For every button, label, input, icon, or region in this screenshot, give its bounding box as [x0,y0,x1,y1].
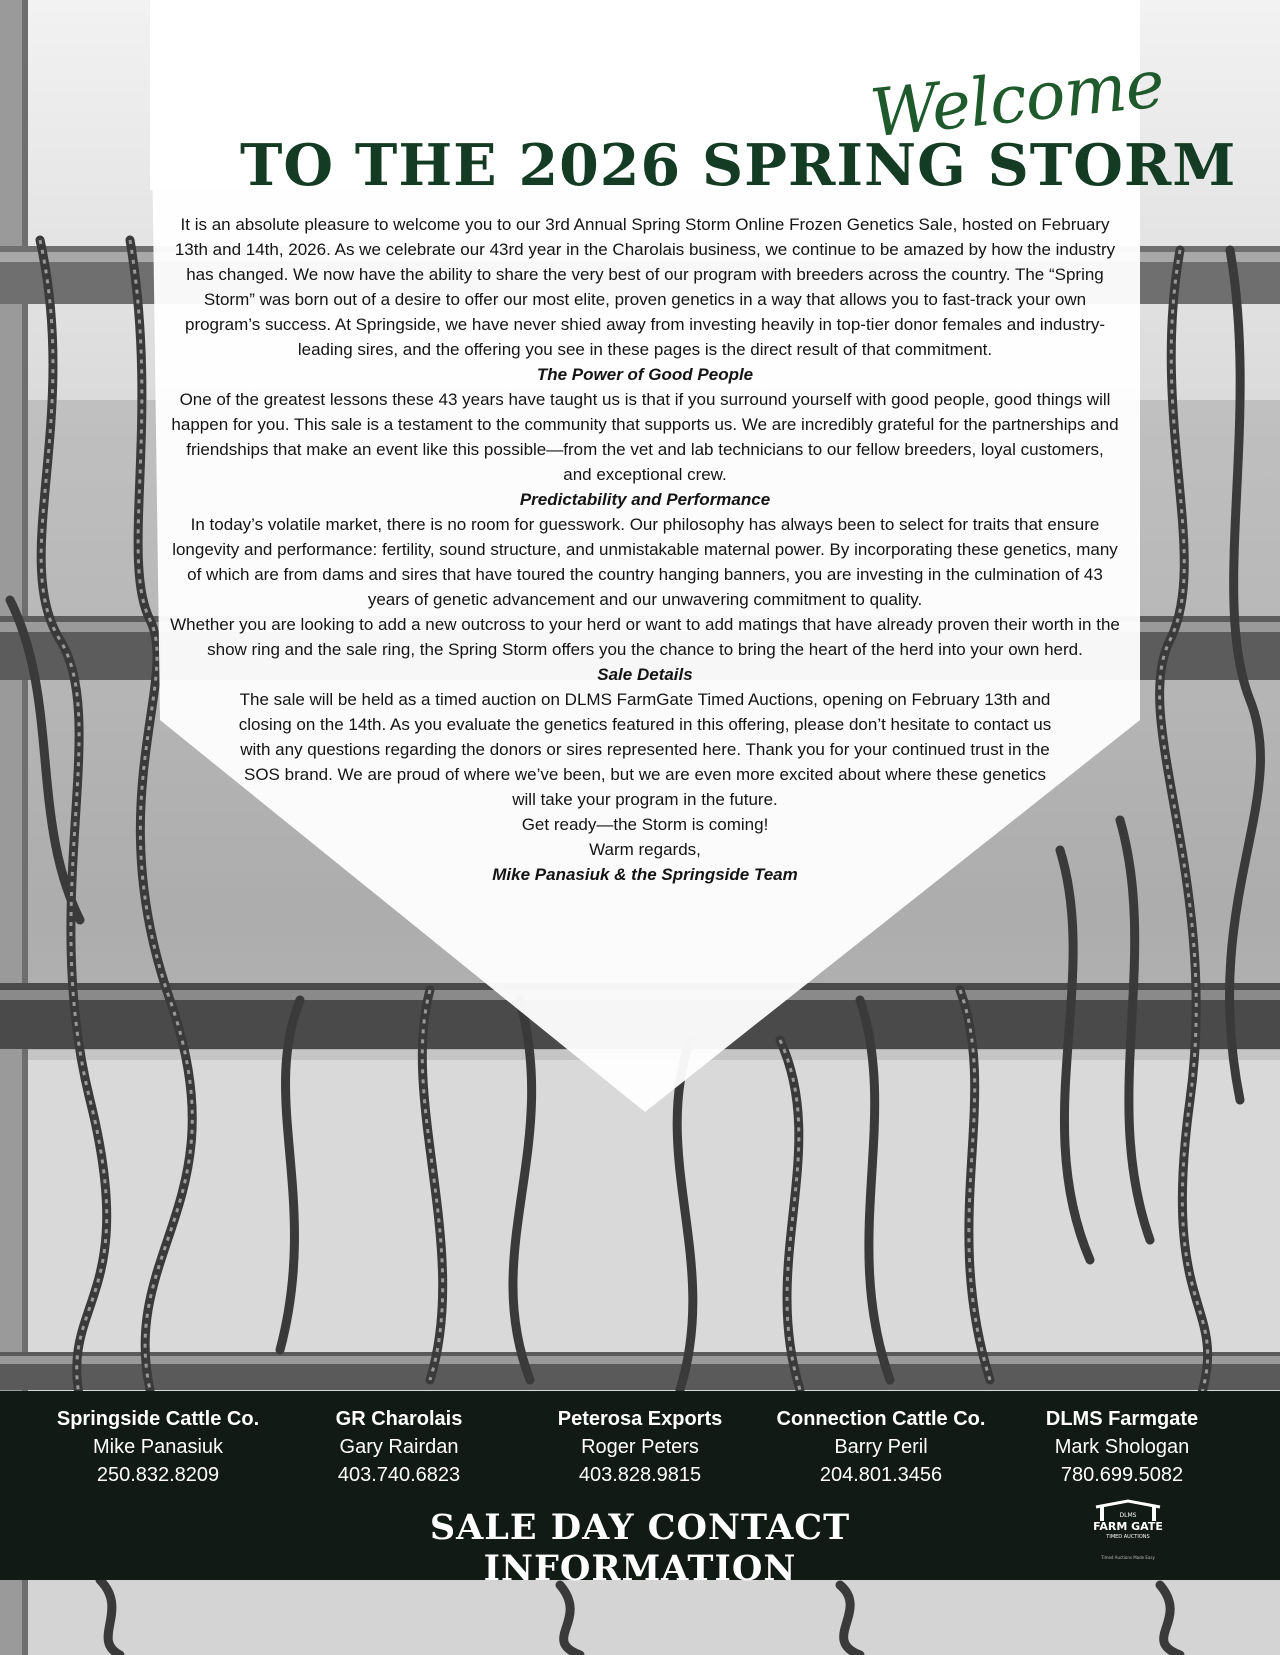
contact-company: Connection Cattle Co. [776,1408,986,1430]
contact-company: GR Charolais [335,1408,463,1430]
closing-line: Warm regards, [589,840,701,859]
contact-phone: 780.699.5082 [1060,1464,1184,1486]
contact-name: Barry Peril [834,1436,928,1458]
sale-details-paragraph: The sale will be held as a timed auction on DLMS FarmGate Timed Auctions, opening on February 13th and closing on the 14th. As you evaluate the genetics featured in this offering, please don’t hesitate to contact us with any questions regarding the donors or sires represented here. Thank you for your continued trust in the SOS brand. We are proud of where we’ve been, but we are even more excited about where these genetics will take your program in the future. [238,690,1052,809]
signature: Mike Panasiuk & the Springside Team [492,865,798,884]
contact-name: Roger Peters [581,1436,699,1458]
section-paragraph: In today’s volatile market, there is no room for guesswork. Our philosophy has always been to select for traits that ensure longevity and performance: fertility, sound structure, and unmistakable maternal power. By incorporating these genetics, many of which are from dams and sires that have toured the country hanging banners, you are investing in the culmination of 43 years of genetic advancement and our unwavering commitment to quality. [172,515,1118,609]
contact-company: DLMS Farmgate [1045,1408,1199,1430]
contact-name: Gary Rairdan [339,1436,459,1458]
svg-text:FARM GATE: FARM GATE [1093,1520,1163,1533]
contact-phone: 403.740.6823 [337,1464,461,1486]
contact-card [761,1405,1001,1489]
welcome-script: Welcome [866,45,1168,153]
section-paragraph: One of the greatest lessons these 43 years have taught us is that if you surround yourself with good people, good things will happen for you. This sale is a testament to the community that supports us. We are incredibly grateful for the partnerships and friendships that make an event like this possible—from the vet and lab technicians to our fellow breeders, loyal customers, and exceptional crew. [171,390,1119,484]
svg-text:Timed Auctions Made Easy: Timed Auctions Made Easy [1101,1555,1155,1560]
contact-footer [0,1391,1280,1589]
contact-card [520,1405,760,1489]
section-heading: Sale Details [597,665,693,684]
svg-text:DLMS: DLMS [1119,1512,1137,1519]
contact-name: Mark Shologan [1054,1436,1190,1458]
contact-phone: 403.828.9815 [578,1464,702,1486]
closing-line: Get ready—the Storm is coming! [521,815,769,834]
section-heading: The Power of Good People [536,365,754,384]
section-paragraph: Whether you are looking to add a new outcross to your herd or want to add matings that have already proven their worth in the show ring and the sale ring, the Spring Storm offers you the chance to bring the heart of the herd into your own herd. [170,615,1120,659]
contact-phone: 204.801.3456 [819,1464,943,1486]
intro-paragraph: It is an absolute pleasure to welcome you to our 3rd Annual Spring Storm Online Frozen Genetics Sale, hosted on February 13th and 14th, 2026. As we celebrate our 43rd year in the Charolais business, we continue to be amazed by how the industry has changed. We now have the ability to share the very best of our program with breeders across the country. The “Spring Storm” was born out of a desire to offer our most elite, proven genetics in a way that allows you to fast-track your own program’s success. At Springside, we have never shied away from investing heavily in top-tier donor females and industry-leading sires, and the offering you see in these pages is the direct result of that commitment. [174,215,1116,359]
contact-card [38,1405,278,1489]
contact-phone: 250.832.8209 [96,1464,220,1486]
contact-company: Peterosa Exports [557,1408,723,1430]
svg-text:TIMED AUCTIONS: TIMED AUCTIONS [1106,1534,1150,1540]
footer-title: SALE DAY CONTACT INFORMATION [429,1507,851,1589]
contact-name: Mike Panasiuk [92,1436,224,1458]
welcome-letter [170,212,1120,887]
farm-gate-logo [1088,1497,1168,1565]
section-heading: Predictability and Performance [519,490,771,509]
page-title: TO THE 2026 SPRING STORM [240,132,1237,199]
contact-card [279,1405,519,1489]
contact-company: Springside Cattle Co. [56,1408,260,1430]
contact-list [38,1405,1242,1489]
contact-card [1002,1405,1242,1489]
